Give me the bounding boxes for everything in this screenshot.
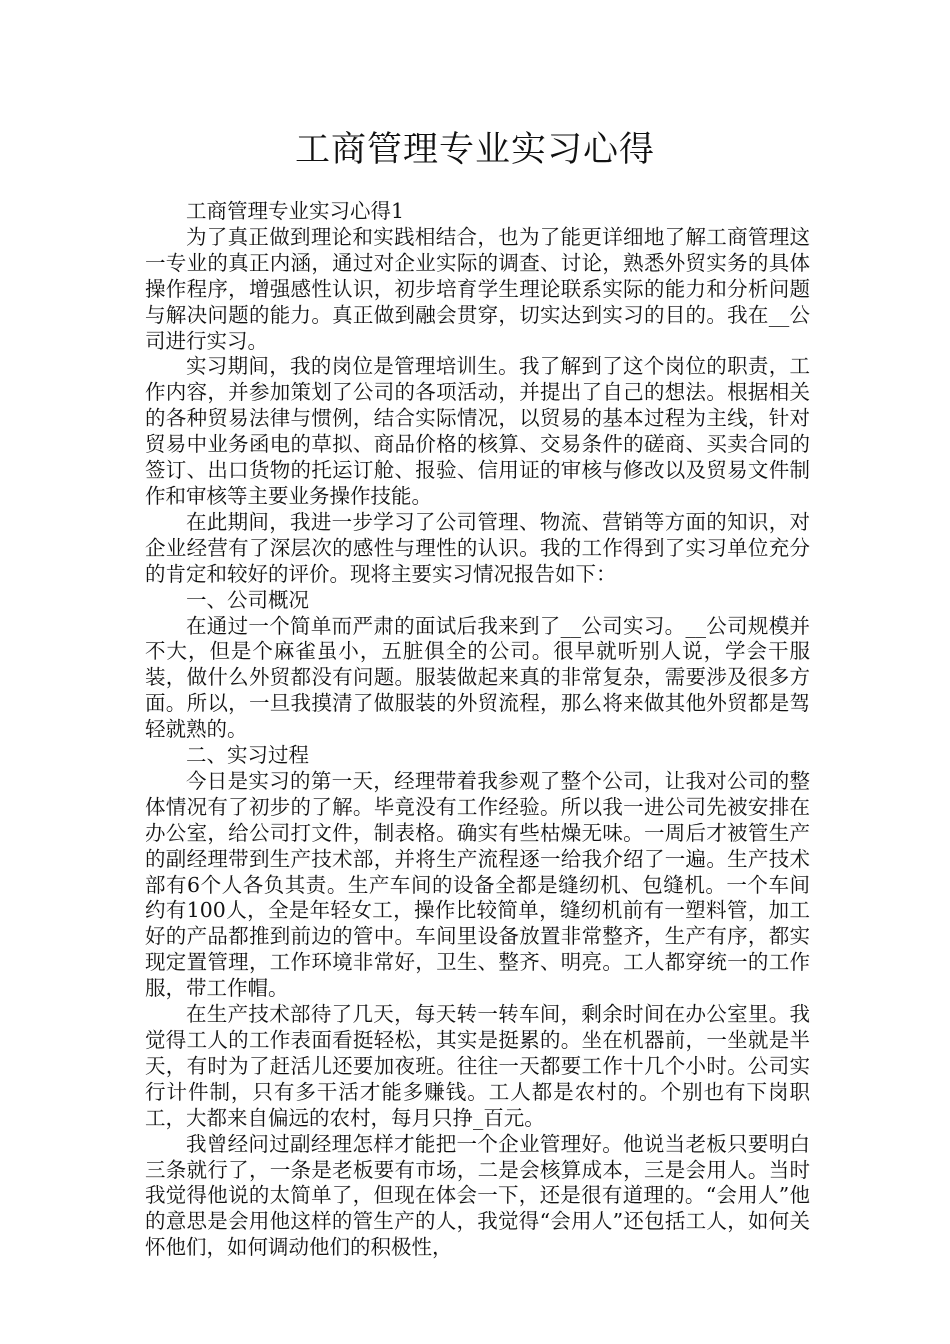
document-title: 工商管理专业实习心得 — [294, 130, 655, 170]
section-heading-1: 工商管理专业实习心得1 — [186, 199, 405, 223]
paragraph: 在此期间，我进一步学习了公司管理、物流、营销等方面的知识，对企业经营有了深层次的感性与理性的认识。我的工作得到了实习单位充分的肯定和较好的评价。现将主要实习情况报告如下： — [145, 509, 810, 586]
paragraph: 实习期间，我的岗位是管理培训生。我了解到了这个岗位的职责，工作内容，并参加策划了公司的各项活动，并提出了自己的想法。根据相关的各种贸易法律与惯例，结合实际情况，以贸易的基本过程为主线，针对贸易中业务函电的草拟、商品价格的核算、交易条件的磋商、买卖合同的签订、出口货物的托运订舱、报验、信用证的审核与修改以及贸易文件制作和审核等主要业务操作技能。 — [145, 354, 810, 508]
paragraph: 我曾经问过副经理怎样才能把一个企业管理好。他说当老板只要明白三条就行了，一条是老板要有市场，二是会核算成本，三是会用人。当时我觉得他说的太简单了，但现在体会一下，还是很有道理的。“会用人”他的意思是会用他这样的管生产的人，我觉得“会用人”还包括工人，如何关怀他们，如何调动他们的积极性， — [145, 1131, 810, 1260]
paragraph: 为了真正做到理论和实践相结合，也为了能更详细地了解工商管理这一专业的真正内涵，通过对企业实际的调查、讨论，熟悉外贸实务的具体操作程序，增强感性认识，初步培育学生理论联系实际的能力和分析问题与解决问题的能力。真正做到融会贯穿，切实达到实习的目的。我在__公司进行实习。 — [145, 224, 810, 353]
paragraph: 在生产技术部待了几天，每天转一转车间，剩余时间在办公室里。我觉得工人的工作表面看挺轻松，其实是挺累的。坐在机器前，一坐就是半天，有时为了赶活儿还要加夜班。往往一天都要工作十几个小时。公司实行计件制，只有多干活才能多赚钱。工人都是农村的。个别也有下岗职工，大都来自偏远的农村，每月只挣_百元。 — [145, 1002, 810, 1130]
section-heading-internship-process: 二、实习过程 — [186, 743, 309, 768]
section-heading-company-overview: 一、公司概况 — [186, 587, 309, 612]
paragraph: 今日是实习的第一天，经理带着我参观了整个公司，让我对公司的整体情况有了初步的了解。毕竟没有工作经验。所以我一进公司先被安排在办公室，给公司打文件，制表格。确实有些枯燥无味。一周后才被管生产的副经理带到生产技术部，并将生产流程逐一给我介绍了一遍。生产技术部有6个人各负其责。生产车间的设备全都是缝纫机、包缝机。一个车间约有100人，全是年轻女工，操作比较简单，缝纫机前有一塑料管，加工好的产品都推到前边的管中。车间里设备放置非常整齐，生产有序，都实现定置管理，工作环境非常好，卫生、整齐、明亮。工人都穿统一的工作服，带工作帽。 — [145, 768, 810, 1001]
paragraph: 在通过一个简单而严肃的面试后我来到了__公司实习。__公司规模并不大，但是个麻雀虽小，五脏俱全的公司。很早就听别人说，学会干服装，做什么外贸都没有问题。服装做起来真的非常复杂，需要涉及很多方面。所以，一旦我摸清了做服装的外贸流程，那么将来做其他外贸都是驾轻就熟的。 — [145, 613, 810, 742]
document-body — [145, 199, 810, 1261]
